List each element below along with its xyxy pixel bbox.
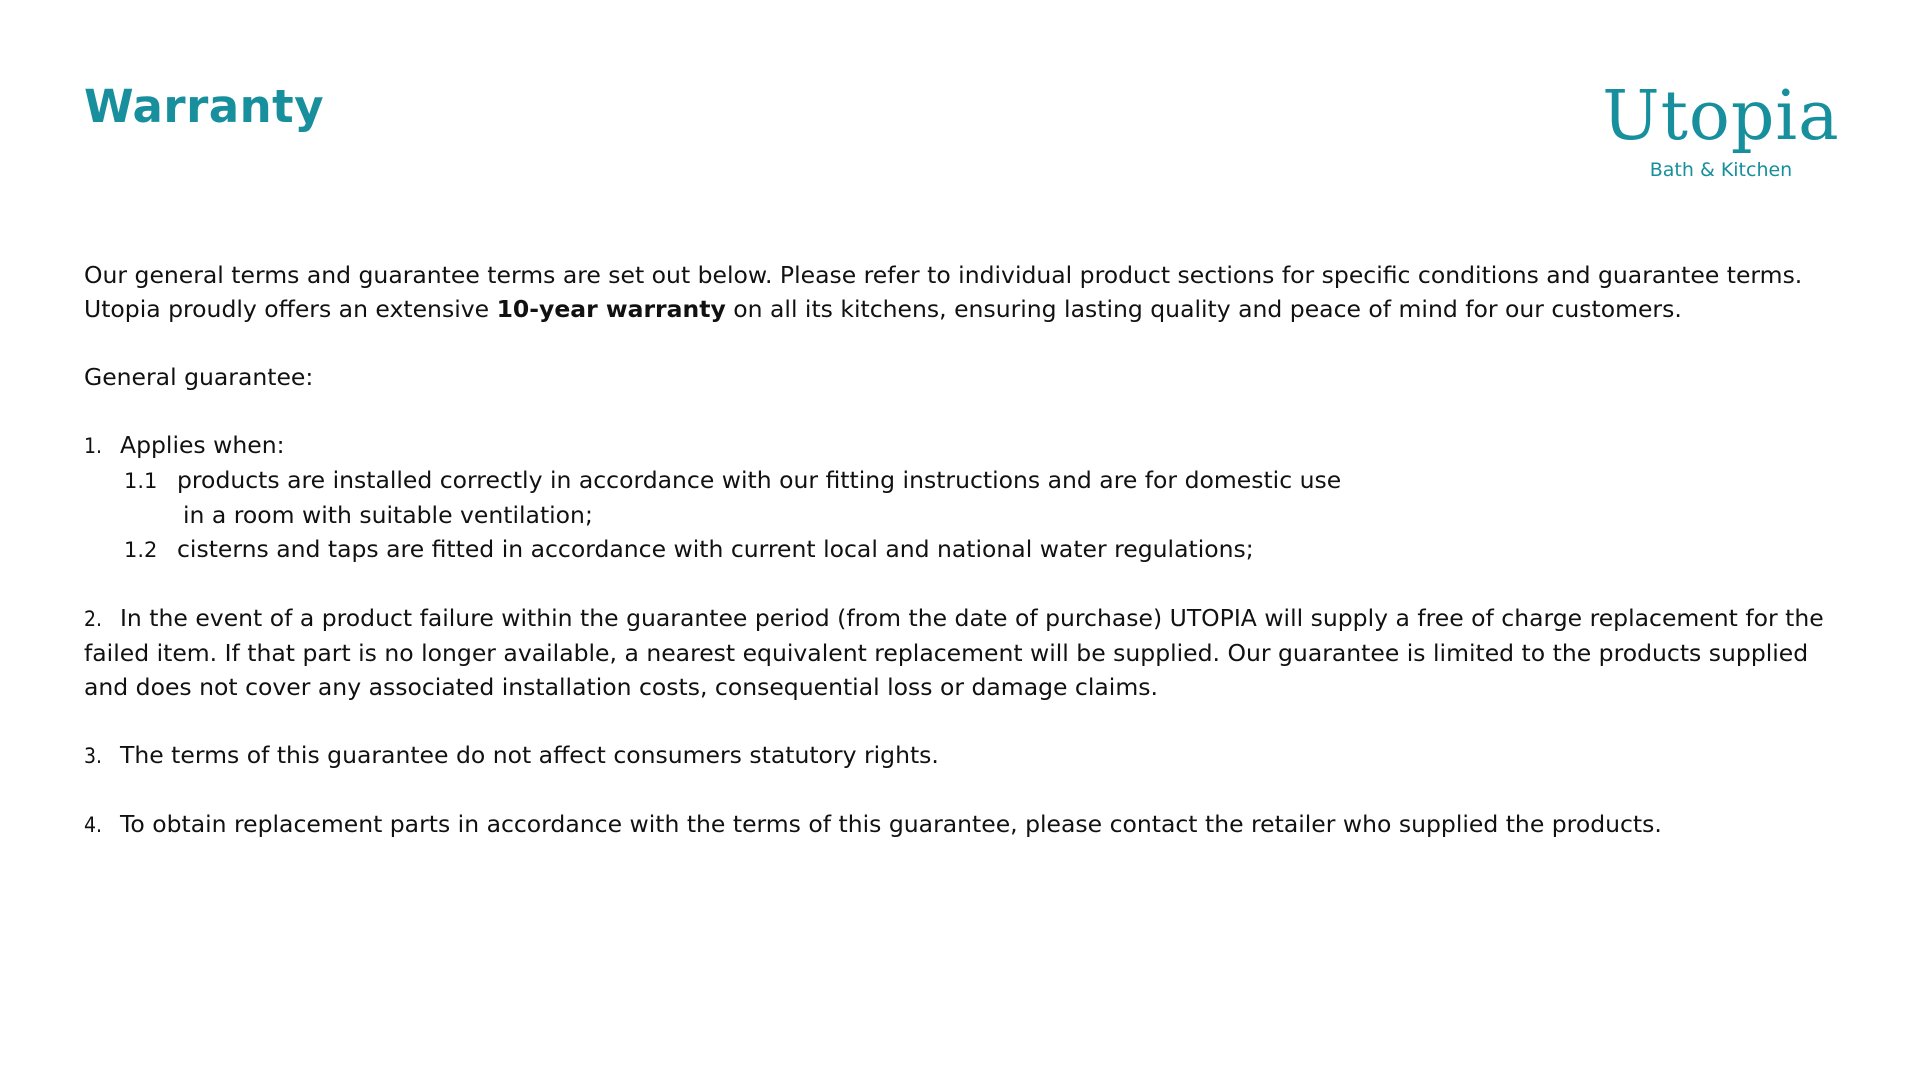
sub-item-1-1-continuation: in a room with suitable ventilation; — [183, 501, 593, 529]
intro-paragraph — [84, 258, 1844, 326]
list-item-text: To obtain replacement parts in accordance with the terms of this guarantee, please contact the retailer who supplied the products. — [120, 810, 1662, 838]
logo-wordmark: Utopia — [1602, 77, 1840, 156]
list-item-text: The terms of this guarantee do not affect consumers statutory rights. — [120, 741, 939, 769]
list-item-2 — [84, 601, 1844, 704]
list-item-number: 1. — [84, 434, 103, 458]
sub-item-1-1 — [84, 463, 1844, 498]
intro-text-before: Our general terms and guarantee terms are set out below. Please refer to individual product sections for specific conditions and guarantee terms. Utopia proudly offers an extensive — [84, 261, 1803, 323]
intro-text-after: on all its kitchens, ensuring lasting quality and peace of mind for our customers. — [725, 295, 1682, 323]
warranty-highlight: 10-year warranty — [496, 295, 726, 323]
sub-item-number: 1.2 — [124, 538, 158, 562]
list-item-number: 3. — [84, 744, 103, 768]
warranty-body — [84, 258, 1844, 842]
list-item-text: Applies when: — [120, 431, 285, 459]
general-guarantee-heading: General guarantee: — [84, 363, 314, 391]
list-item-1 — [84, 428, 1844, 463]
list-item-number: 2. — [84, 607, 103, 631]
utopia-logo — [1586, 74, 1856, 182]
list-item-4 — [84, 807, 1844, 842]
sub-item-number: 1.1 — [124, 469, 158, 493]
sub-item-text: products are installed correctly in accordance with our fitting instructions and are for domestic use — [177, 466, 1342, 494]
list-item-number: 4. — [84, 813, 103, 837]
sub-item-text: cisterns and taps are fitted in accordance with current local and national water regulations; — [177, 535, 1254, 563]
sub-item-1-2 — [84, 532, 1844, 567]
list-item-text: In the event of a product failure within the guarantee period (from the date of purchase) UTOPIA will supply a free of charge replacement for the failed item. If that part is no longer available, a nearest equivalent replacement will be supplied. Our guarantee is limited to the products supplied and does not cover any associated installation costs, consequential loss or damage claims. — [84, 604, 1824, 701]
page-title: Warranty — [84, 80, 325, 133]
list-item-3 — [84, 738, 1844, 773]
logo-tagline: Bath & Kitchen — [1649, 159, 1793, 181]
